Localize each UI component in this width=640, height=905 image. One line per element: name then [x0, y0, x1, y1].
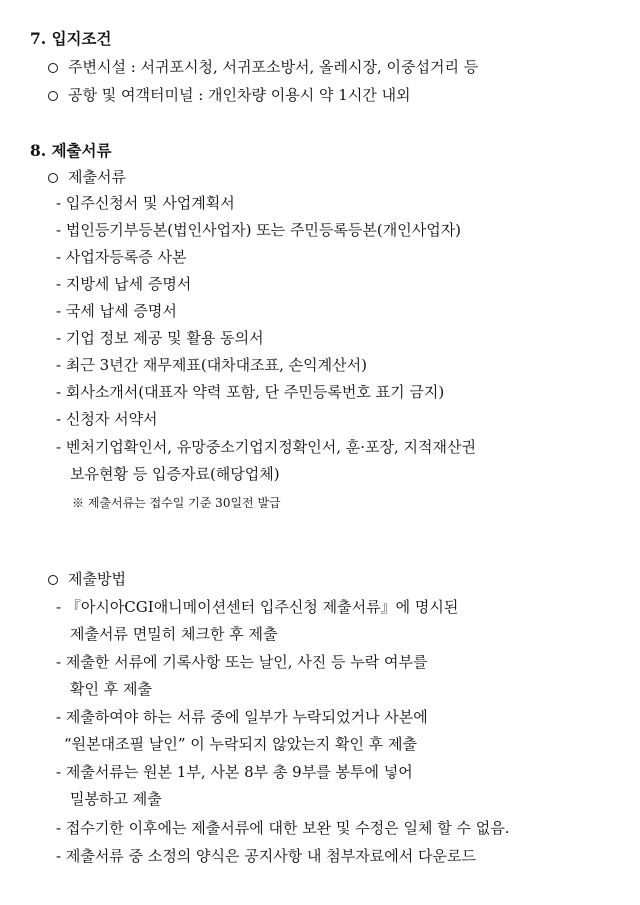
docs-title — [48, 166, 126, 188]
section-7-heading: 7. 입지조건 — [30, 29, 112, 48]
section-8-heading: 8. 제출서류 — [30, 141, 112, 160]
list-item-continuation: “원본대조필 날인” 이 누락되지 않았는지 확인 후 제출 — [64, 735, 418, 753]
list-item: - 입주신청서 및 사업계획서 — [56, 194, 235, 212]
list-item-continuation: 밀봉하고 제출 — [70, 790, 162, 808]
list-item-continuation: 제출서류 면밀히 체크한 후 제출 — [70, 625, 278, 643]
item-text: 공항 및 여객터미널 : 개인차량 이용시 약 1시간 내외 — [68, 86, 411, 104]
item-text: 제출방법 — [68, 570, 126, 588]
list-item: - 제출하여야 하는 서류 중에 일부가 누락되었거나 사본에 — [56, 708, 428, 726]
list-item: - 법인등기부등본(법인사업자) 또는 주민등록등본(개인사업자) — [56, 221, 462, 239]
list-item: - 지방세 납세 증명서 — [56, 275, 192, 293]
list-item: - 신청자 서약서 — [56, 410, 158, 428]
item-text: 주변시설 : 서귀포시청, 서귀포소방서, 올레시장, 이중섭거리 등 — [68, 58, 479, 76]
list-item-continuation: 보유현황 등 입증자료(해당업체) — [70, 465, 280, 483]
circle-bullet-icon — [48, 63, 58, 73]
circle-bullet-icon — [48, 173, 58, 183]
list-item — [48, 84, 411, 106]
circle-bullet-icon — [48, 91, 58, 101]
issue-note: ※ 제출서류는 접수일 기준 30일전 발급 — [72, 496, 281, 510]
item-text: 제출서류 — [68, 168, 126, 186]
list-item: - 기업 정보 제공 및 활용 동의서 — [56, 329, 264, 347]
list-item: - 제출서류 중 소정의 양식은 공지사항 내 첨부자료에서 다운로드 — [56, 847, 476, 865]
circle-bullet-icon — [48, 575, 58, 585]
list-item — [48, 56, 478, 78]
list-item: - 제출서류는 원본 1부, 사본 8부 총 9부를 봉투에 넣어 — [56, 763, 413, 781]
list-item: - 제출한 서류에 기록사항 또는 날인, 사진 등 누락 여부를 — [56, 653, 428, 671]
list-item: - 회사소개서(대표자 약력 포함, 단 주민등록번호 표기 금지) — [56, 383, 445, 401]
method-title — [48, 568, 126, 590]
list-item: - 국세 납세 증명서 — [56, 302, 177, 320]
list-item: - 최근 3년간 재무제표(대차대조표, 손익계산서) — [56, 356, 367, 374]
list-item: - 『아시아CGI애니메이션센터 입주신청 제출서류』에 명시된 — [56, 598, 459, 616]
list-item: - 벤처기업확인서, 유망중소기업지정확인서, 훈·포장, 지적재산권 — [56, 438, 476, 456]
list-item: - 사업자등록증 사본 — [56, 248, 187, 266]
list-item: - 접수기한 이후에는 제출서류에 대한 보완 및 수정은 일체 할 수 없음. — [56, 819, 510, 837]
list-item-continuation: 확인 후 제출 — [70, 680, 152, 698]
